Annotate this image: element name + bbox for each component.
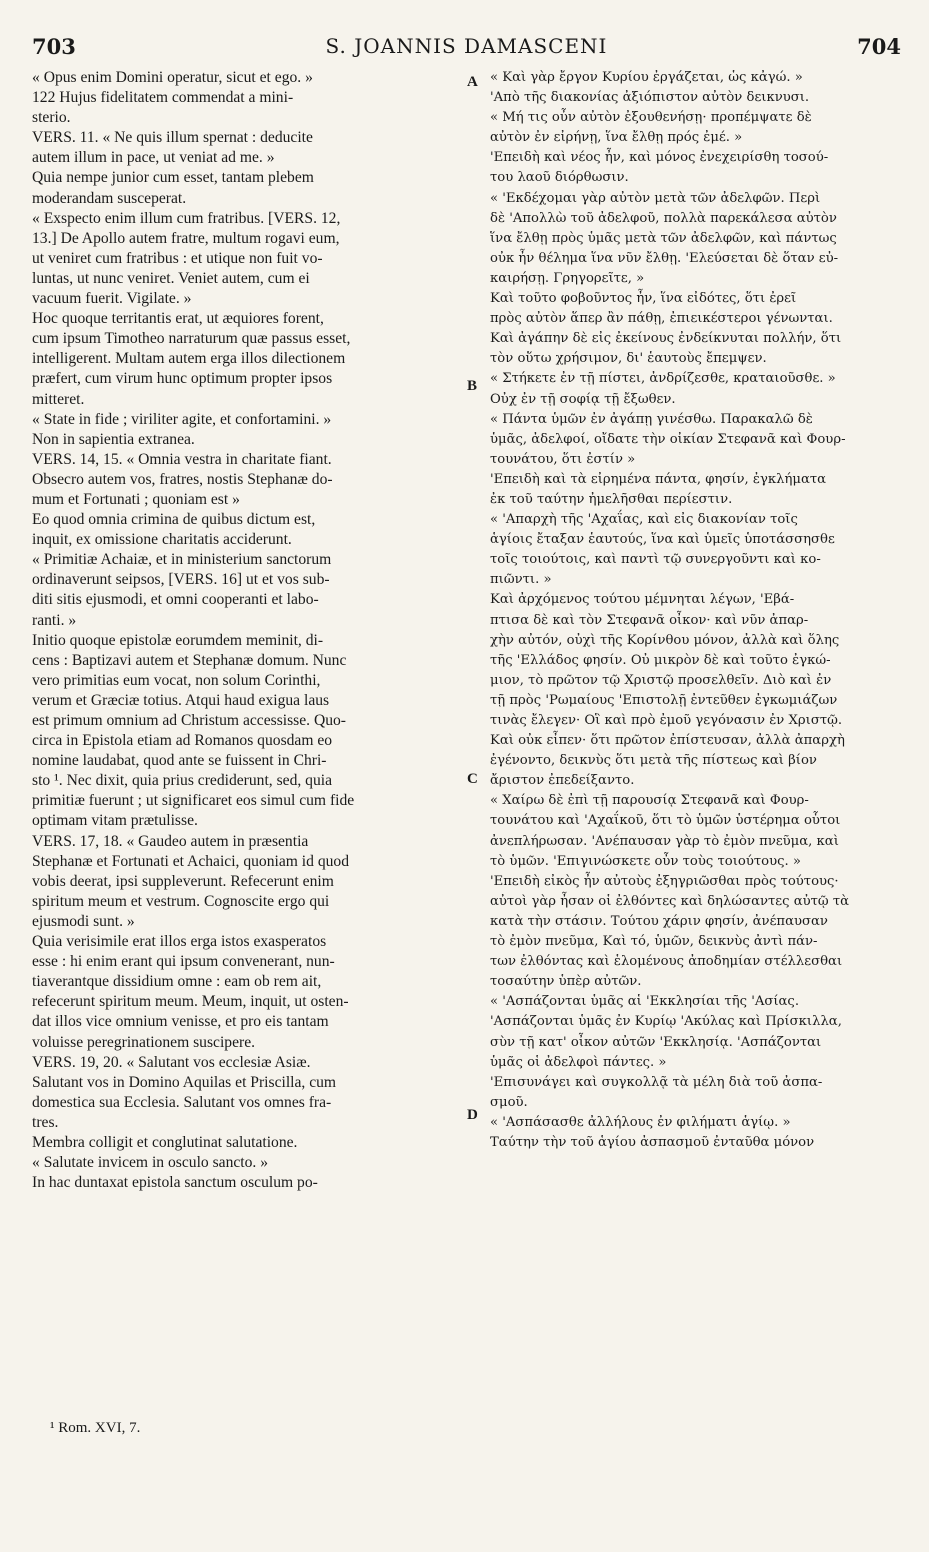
latin-paragraph: « Salutate invicem in osculo sancto. » — [32, 1154, 269, 1172]
greek-paragraph: « Χαίρω δὲ ἐπὶ τῇ παρουσίᾳ Στεφανᾶ καὶ Φουρ- τουνάτου καὶ 'Αχαΐκοῦ, ὅτι τὸ ὑμῶν ὑστέρημα οὗτοι ἀνεπλήρωσαν. 'Ανέπαυσαν γὰρ τὸ ἐμὸν πνεῦμα, καὶ τὸ ὑμῶν. 'Επιγινώσκετε οὖν τοὺς τοιούτους. » — [490, 793, 841, 869]
latin-paragraph: « Exspecto enim illum cum fratribus. [VERS. 12, 13.] De Apollo autem fratre, multum rogavi eum, ut veniret cum fratribus : et utique non fuit vo- luntas, ut nunc veniret. Veniet autem, cum ei vacuum fuerit. Vigilate. » — [32, 209, 341, 308]
greek-paragraph: « Μή τις οὖν αὐτὸν ἐξουθενήσῃ· προπέμψατε δὲ αὐτὸν ἐν εἰρήνῃ, ἵνα ἔλθῃ πρός ἐμέ. » — [490, 110, 812, 146]
greek-paragraph: Καὶ τοῦτο φοβοῦντος ἦν, ἵνα εἰδότες, ὅτι ἐρεῖ πρὸς αὐτὸν ἅπερ ἂν πάθῃ, ἐπιεικέστεροι γένωνται. Καὶ ἀγάπην δὲ εἰς ἐκείνους ἐνδείκνυται πολλήν, ὅτι τὸν οὕτω χρήσιμον, δι' ἑαυτοὺς ἔπεμψεν. — [490, 291, 842, 367]
greek-paragraph: « 'Ασπάσασθε ἀλλήλους ἐν φιλήματι ἁγίῳ. » — [490, 1114, 791, 1130]
footnote: ¹ Rom. XVI, 7. — [50, 1420, 141, 1436]
page-number-right: 704 — [857, 34, 901, 59]
margin-letter-c: C — [467, 771, 478, 787]
running-title: S. JOANNIS DAMASCENI — [325, 34, 608, 58]
latin-paragraph: VERS. 14, 15. « Omnia vestra in charitate fiant. Obsecro autem vos, fratres, nostis Stephanæ do- mum et Fortunati ; quoniam est » — [32, 450, 333, 508]
greek-paragraph: « Στήκετε ἐν τῇ πίστει, ἀνδρίζεσθε, κραταιοῦσθε. » Οὐχ ἐν τῇ σοφίᾳ τῇ ἔξωθεν. — [490, 371, 836, 407]
greek-paragraph: Ταύτην τὴν τοῦ ἁγίου ἀσπασμοῦ ἐνταῦθα μόνον — [490, 1134, 815, 1150]
greek-paragraph: « Καὶ γὰρ ἔργον Κυρίου ἐργάζεται, ὡς κἀγώ. » 'Απὸ τῆς διακονίας ἀξιόπιστον αὐτὸν δεικνυσι. — [490, 70, 810, 106]
greek-paragraph: 'Επειδὴ καὶ νέος ἦν, καὶ μόνος ἐνεχειρίσθη τοσού- του λαοῦ διόρθωσιν. — [490, 150, 829, 186]
margin-letter-b: B — [467, 378, 478, 394]
margin-letter-a: A — [467, 74, 478, 90]
greek-paragraph: Καὶ ἀρχόμενος τούτου μέμνηται λέγων, 'Εβά- πτισα δὲ καὶ τὸν Στεφανᾶ οἶκον· καὶ νῦν ἀπαρ- χὴν αὐτόν, οὐχὶ τῆς Κορίνθου μόνον, ἀλλὰ καὶ ὅλης τῆς 'Ελλάδος φησίν. Οὐ μικρὸν δὲ καὶ τοῦτο ἐγκώ- μιον, τὸ πρῶτον τῷ Χριστῷ προσελθεῖν. Διὸ καὶ ἐν τῇ πρὸς 'Ρωμαίους 'Επιστολῇ ἐντεῦθεν ἐγκωμιάζων τινὰς ἔλεγεν· Οἳ καὶ πρὸ ἐμοῦ γεγόνασιν ἐν Χριστῷ. Καὶ οὐκ εἶπεν· ὅτι πρῶτον ἐπίστευσαν, ἀλλὰ ἀπαρχὴ ἐγένοντο, δεικνὺς ὅτι μετὰ τῆς πίστεως καὶ βίον ἄριστον ἐπεδείξαντο. — [490, 592, 845, 789]
greek-column — [490, 68, 902, 1153]
greek-paragraph: 'Επειδὴ καὶ τὰ εἰρημένα πάντα, φησίν, ἐγκλήματα ἐκ τοῦ ταύτην ἠμελῆσθαι περίεστιν. — [490, 471, 827, 507]
latin-paragraph: Membra colligit et conglutinat salutatione. — [32, 1133, 298, 1151]
latin-paragraph: VERS. 19, 20. « Salutant vos ecclesiæ Asiæ. Salutant vos in Domino Aquilas et Priscilla, cum domestica sua Ecclesia. Salutant vos omnes fra- tres. — [32, 1053, 337, 1131]
latin-column — [32, 68, 462, 1193]
latin-paragraph: In hac duntaxat epistola sanctum osculum po- — [32, 1174, 318, 1192]
greek-paragraph: « 'Απαρχὴ τῆς 'Αχαΐας, καὶ εἰς διακονίαν τοῖς ἁγίοις ἔταξαν ἑαυτούς, ἵνα καὶ ὑμεῖς ὑποτάσσησθε τοῖς τοιούτοις, καὶ παντὶ τῷ συνεργοῦντι καὶ κο- πιῶντι. » — [490, 512, 835, 588]
greek-paragraph: 'Επισυνάγει καὶ συγκολλᾷ τὰ μέλη διὰ τοῦ ἀσπα- σμοῦ. — [490, 1074, 823, 1110]
latin-paragraph: « State in fide ; viriliter agite, et confortamini. » Non in sapientia extranea. — [32, 410, 332, 448]
greek-paragraph: « Πάντα ὑμῶν ἐν ἀγάπῃ γινέσθω. Παρακαλῶ δὲ ὑμᾶς, ἀδελφοί, οἴδατε τὴν οἰκίαν Στεφανᾶ καὶ Φουρ- τουνάτου, ὅτι ἐστίν » — [490, 411, 846, 467]
latin-paragraph: Eo quod omnia crimina de quibus dictum est, inquit, ex omissione charitatis acciderunt. — [32, 511, 316, 549]
latin-paragraph: « Primitiæ Achaiæ, et in ministerium sanctorum ordinaverunt seipsos, [VERS. 16] ut et vos sub- diti sitis ejusmodi, et omni cooperanti et labo- ranti. » — [32, 551, 332, 629]
latin-paragraph: Initio quoque epistolæ eorumdem meminit, di- cens : Baptizavi autem et Stephanæ domum. Nunc vero primitias eum vocat, non solum Corinthi, verum et Græciæ totius. Atqui haud exigua laus est primum omnium ad Christum accessisse. Quo- circa in Epistola etiam ad Romanos quosdam eo nomine laudabat, quod ante se fuissent in Chri- sto ¹. Nec dixit, quia prius crediderunt, sed, quia primitiæ fuerunt ; ut significaret eos simul cum fide optimam vitam prætulisse. — [32, 631, 355, 830]
latin-paragraph: VERS. 17, 18. « Gaudeo autem in præsentia Stephanæ et Fortunati et Achaici, quoniam id quod vobis deerat, ipsi suppleverunt. Refecerunt enim spiritum meum et vestrum. Cognoscite ergo qui ejusmodi sunt. » — [32, 832, 350, 930]
greek-paragraph: « 'Εκδέχομαι γὰρ αὐτὸν μετὰ τῶν ἀδελφῶν. Περὶ δὲ 'Απολλὼ τοῦ ἀδελφοῦ, πολλὰ παρεκάλεσα αὐτὸν ἵνα ἔλθῃ πρὸς ὑμᾶς μετὰ τῶν ἀδελφῶν, καὶ πάντως οὐκ ἦν θέλημα ἵνα νῦν ἔλθῃ. 'Ελεύσεται δὲ ὅταν εὐ- καιρήσῃ. Γρηγορεῖτε, » — [490, 190, 839, 286]
page-number-left: 703 — [32, 34, 76, 59]
latin-paragraph: Quia verisimile erat illos erga istos exasperatos esse : hi enim erant qui ipsum convenerant, nun- tiaverantque dissidium omne : eam ob rem ait, refecerunt spiritum meum. Meum, inquit, ut osten- dat illos vice omnium venisse, et pro eis tantam voluisse peregrinationem suscipere. — [32, 933, 349, 1051]
page-header — [32, 34, 901, 64]
latin-paragraph: « Opus enim Domini operatur, sicut et ego. » 122 Hujus fidelitatem commendat a mini- sterio. — [32, 69, 313, 127]
margin-letter-d: D — [467, 1107, 478, 1123]
latin-paragraph: Hoc quoque territantis erat, ut æquiores forent, cum ipsum Timotheo narraturum quæ passus esset, intelligerent. Multam autem erga illos dilectionem præfert, cum virum hunc optimum propter ipsos mitteret. — [32, 310, 351, 408]
greek-paragraph: « 'Ασπάζονται ὑμᾶς αἱ 'Εκκλησίαι τῆς 'Ασίας. 'Ασπάζονται ὑμᾶς ἐν Κυρίῳ 'Ακύλας καὶ Πρίσκιλλα, σὺν τῇ κατ' οἶκον αὐτῶν 'Εκκλησίᾳ. 'Ασπάζονται ὑμᾶς οἱ ἀδελφοὶ πάντες. » — [490, 994, 842, 1070]
greek-paragraph: 'Επειδὴ εἰκὸς ἦν αὐτοὺς ἐξηγριῶσθαι πρὸς τούτους· αὐτοὶ γὰρ ἦσαν οἱ ἐλθόντες καὶ δηλώσαντες αὐτῷ τὰ κατὰ τὴν στάσιν. Τούτου χάριν φησίν, ἀνέπαυσαν τὸ ἐμὸν πνεῦμα, Καὶ τό, ὑμῶν, δεικνὺς ἀντὶ πάν- των ἐλθόντας καὶ ἑλομένους ἀποδημίαν στέλλεσθαι τοσαύτην ὑπὲρ αὐτῶν. — [490, 873, 850, 990]
latin-paragraph: Quia nempe junior cum esset, tantam plebem moderandam susceperat. — [32, 169, 314, 207]
latin-paragraph: VERS. 11. « Ne quis illum spernat : deducite autem illum in pace, ut veniat ad me. » — [32, 129, 313, 167]
